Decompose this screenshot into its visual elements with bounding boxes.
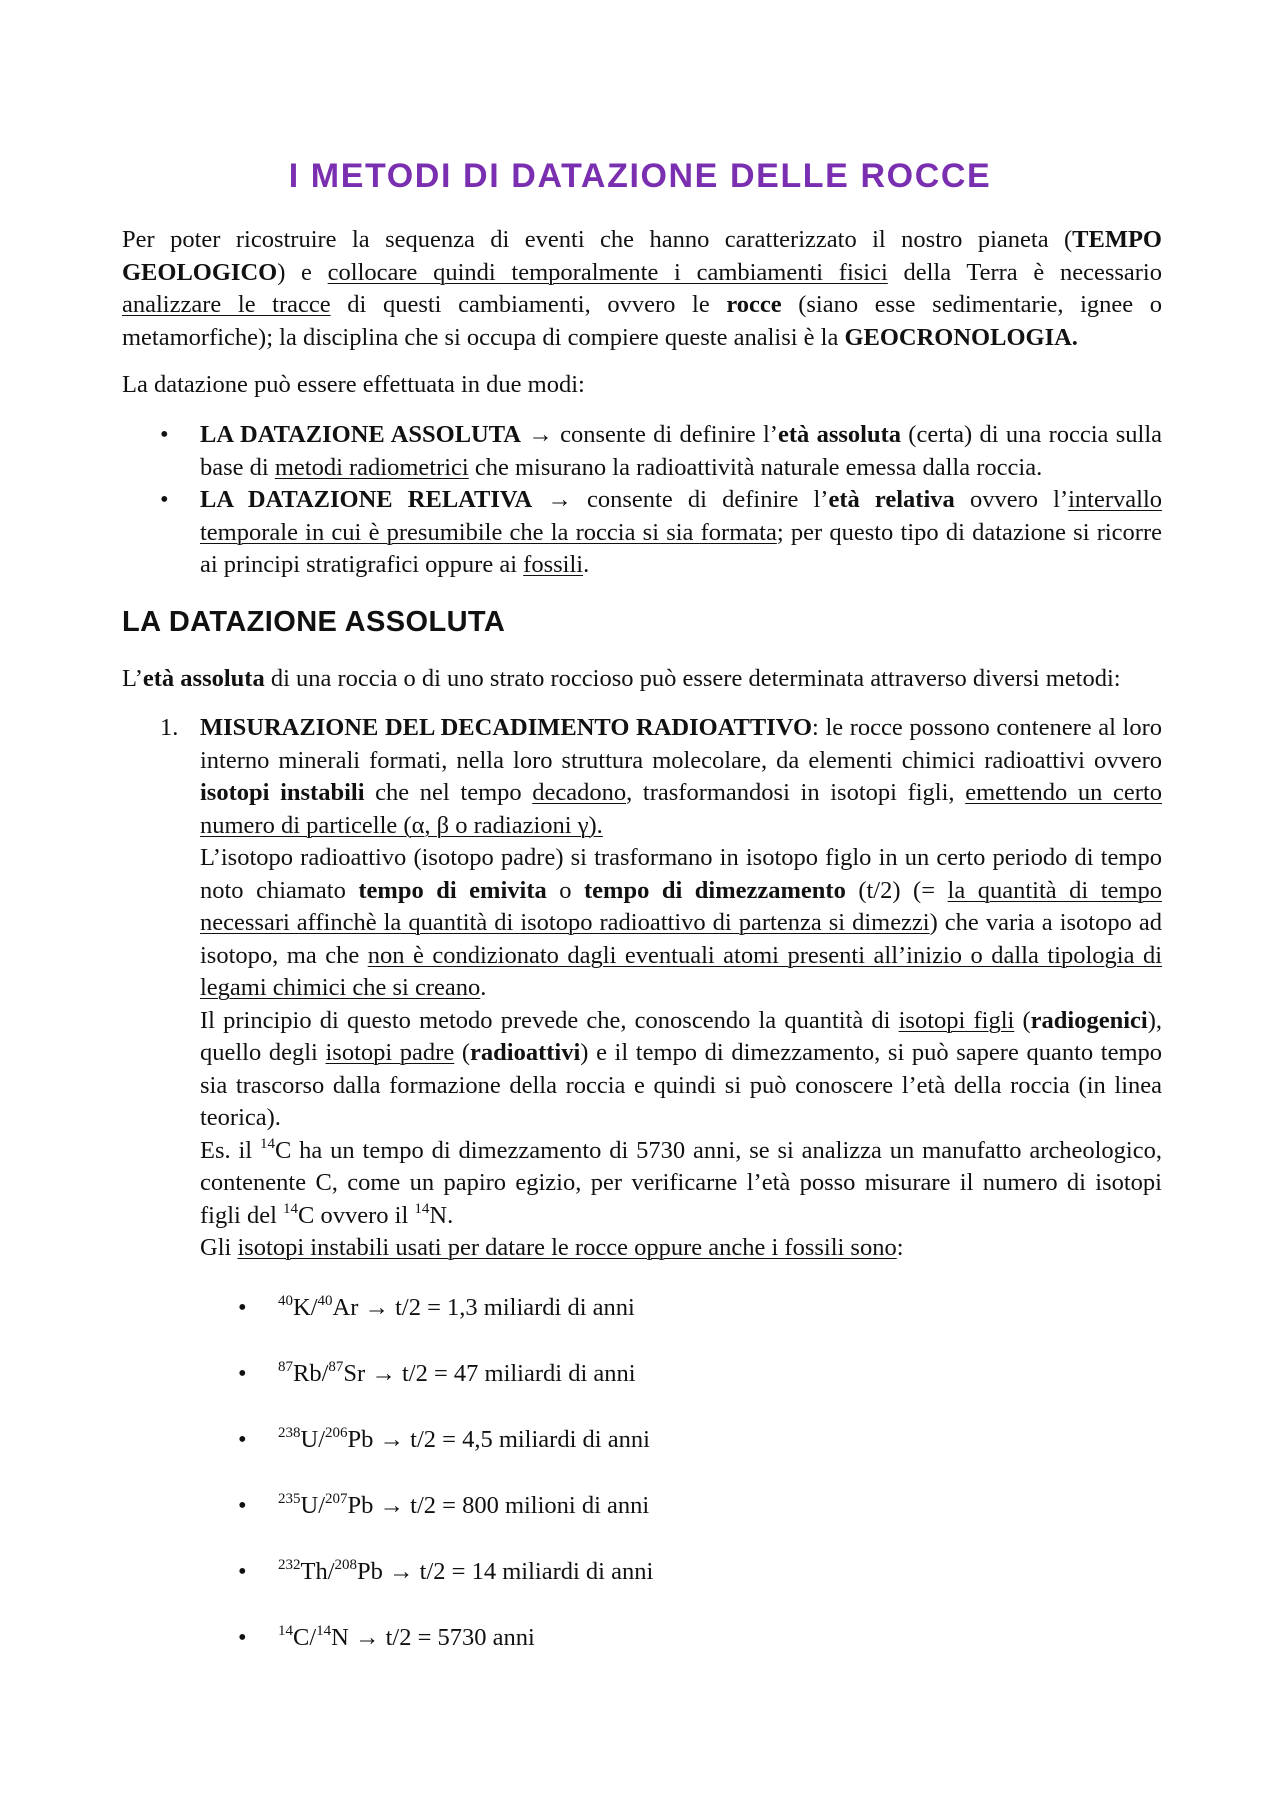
- method-1: [160, 712, 1163, 1265]
- intro-bold-tempo-geologico: TEMPO GEOLOGICO: [122, 226, 1162, 286]
- arrow-icon: →: [379, 1492, 405, 1519]
- mass-number: 14: [414, 1200, 430, 1217]
- section-heading: LA DATAZIONE ASSOLUTA: [122, 606, 506, 638]
- list-number: 1.: [160, 714, 179, 741]
- half-life: t/2 = 4,5 miliardi di anni: [410, 1426, 650, 1453]
- mode-bold: età assoluta: [777, 421, 901, 448]
- arrow-icon: →: [528, 421, 553, 448]
- intro-text: ) e: [277, 258, 328, 286]
- absolute-intro: [122, 663, 1162, 696]
- mass-number: 14: [259, 1135, 275, 1152]
- parent-isotope: U/: [300, 1426, 325, 1453]
- text: :: [896, 1234, 904, 1261]
- underline-text: decadono: [532, 779, 627, 806]
- isotope-item: [238, 1358, 636, 1391]
- bullet: •: [238, 1558, 247, 1585]
- parent-isotope: Rb/: [293, 1360, 329, 1387]
- mode-bold: età relativa: [828, 486, 955, 513]
- text: : le rocce possono contenere al loro interno minerali formati, nella loro struttura molecolare, da elementi chimici radioattivi ovvero: [200, 714, 1162, 774]
- half-life: t/2 = 14 miliardi di anni: [419, 1558, 654, 1585]
- bold-text: radioattivi: [470, 1039, 581, 1066]
- isotope-item: [238, 1490, 650, 1523]
- arrow-icon: →: [547, 486, 572, 513]
- method-1-paragraph-1: [200, 712, 1162, 842]
- mode-underline: intervallo temporale in cui è presumibile che la roccia si sia formata: [200, 486, 1163, 546]
- mode-text: consente di definire l’: [552, 421, 778, 448]
- list-item-absolute-dating: [160, 419, 1163, 484]
- bullet: •: [238, 1360, 247, 1387]
- underline-text: emettendo un certo numero di particelle (α, β o radiazioni γ).: [200, 779, 1163, 839]
- mass-number: 14: [283, 1200, 299, 1217]
- mode-underline: metodi radiometrici: [274, 453, 469, 481]
- text: (t/2) (=: [845, 876, 948, 904]
- isotope-item: [238, 1622, 535, 1655]
- intro-underline: collocare quindi temporalmente i cambiamenti fisici: [327, 258, 888, 286]
- list-item-relative-dating: [160, 484, 1163, 582]
- arrow-icon: →: [371, 1360, 396, 1387]
- mode-text: .: [583, 551, 590, 578]
- mode-text: che misurano la radioattività naturale emessa dalla roccia.: [468, 453, 1043, 481]
- mass-number: 87: [328, 1359, 344, 1375]
- text: , trasformandosi in isotopi figli,: [626, 779, 966, 806]
- text: ) e il tempo di dimezzamento, si può sapere quanto tempo sia trascorso dalla formazione della roccia e quindi si può conoscere l’età della roccia (in linea teorica).: [200, 1039, 1163, 1131]
- half-life: t/2 = 5730 anni: [385, 1624, 535, 1651]
- page-title: I METODI DI DATAZIONE DELLE ROCCE: [288, 157, 992, 195]
- text: L’isotopo radioattivo (isotopo padre) si trasformano in isotopo figlo in un certo periodo di tempo noto chiamato: [200, 844, 1162, 904]
- daughter-isotope: Pb: [357, 1558, 383, 1585]
- daughter-isotope: Pb: [347, 1492, 374, 1519]
- intro-text: (siano esse sedimentarie, ignee o metamorfiche); la disciplina che si occupa di compiere queste analisi è la: [122, 291, 1162, 351]
- mode-name: LA DATAZIONE ASSOLUTA: [200, 421, 521, 448]
- bullet: •: [238, 1624, 247, 1651]
- mass-number: 208: [334, 1557, 358, 1573]
- isotope-item: [238, 1292, 635, 1325]
- mass-number: 235: [278, 1491, 301, 1507]
- mass-number: 87: [278, 1359, 293, 1375]
- intro-text: della Terra è necessario: [887, 258, 1162, 286]
- half-life: t/2 = 47 miliardi di anni: [401, 1360, 636, 1387]
- mode-text: ; per questo tipo di datazione si ricorre ai principi stratigrafici oppure ai: [200, 518, 1162, 578]
- text: di una roccia o di uno strato roccioso può essere determinata attraverso diversi metodi:: [264, 665, 1121, 692]
- text: ), quello degli: [200, 1006, 1162, 1066]
- daughter-isotope: N: [331, 1624, 349, 1651]
- text: N.: [429, 1201, 454, 1229]
- intro-bold-geocronologia: GEOCRONOLOGIA.: [844, 323, 1078, 351]
- half-life: t/2 = 800 milioni di anni: [410, 1492, 650, 1519]
- bold-text: radiogenici: [1030, 1006, 1148, 1034]
- bold-text: età assoluta: [142, 665, 265, 692]
- method-1-paragraph-5: [200, 1232, 1162, 1265]
- mode-text: (certa) di una roccia sulla base di: [200, 421, 1163, 481]
- mode-text: ovvero l’: [954, 486, 1069, 513]
- mode-text: consente di definire l’: [571, 486, 829, 513]
- parent-isotope: Th/: [300, 1558, 335, 1585]
- underline-text: isotopi padre: [325, 1039, 455, 1066]
- daughter-isotope: Sr: [343, 1360, 366, 1387]
- mode-underline: fossili: [523, 551, 584, 578]
- intro-bold-rocce: rocce: [726, 291, 782, 318]
- bullet: •: [238, 1492, 247, 1519]
- intro-text: di questi cambiamenti, ovvero le: [330, 291, 727, 318]
- intro-underline: analizzare le tracce: [122, 291, 331, 318]
- mass-number: 40: [317, 1293, 333, 1309]
- parent-isotope: K/: [293, 1294, 318, 1321]
- mass-number: 232: [278, 1557, 301, 1573]
- text: Gli: [200, 1234, 238, 1261]
- daughter-isotope: Pb: [347, 1426, 374, 1453]
- underline-text: non è condizionato dagli eventuali atomi presenti all’inizio o dalla tipologia di legami chimici che si creano: [200, 941, 1163, 1001]
- mass-number: 40: [278, 1293, 293, 1309]
- text: che nel tempo: [364, 779, 533, 806]
- bold-text: tempo di dimezzamento: [584, 876, 846, 904]
- isotope-item: [238, 1424, 650, 1457]
- modes-intro: La datazione può essere effettuata in due modi:: [122, 371, 585, 398]
- mass-number: 14: [316, 1623, 332, 1639]
- intro-text: Per poter ricostruire la sequenza di eventi che hanno caratterizzato il nostro pianeta (: [122, 226, 1073, 253]
- text: Es. il: [200, 1136, 260, 1164]
- mass-number: 238: [278, 1425, 301, 1441]
- arrow-icon: →: [389, 1558, 414, 1585]
- text: C ovvero il: [298, 1201, 415, 1229]
- parent-isotope: U/: [300, 1492, 325, 1519]
- method-1-paragraph-4: [200, 1135, 1162, 1233]
- underline-text: isotopi figli: [898, 1006, 1015, 1034]
- intro-paragraph: [122, 224, 1162, 354]
- method-title: MISURAZIONE DEL DECADIMENTO RADIOATTIVO: [200, 714, 813, 741]
- bullet: •: [238, 1426, 247, 1453]
- text: L’: [122, 665, 143, 692]
- underline-text: la quantità di tempo necessari affinchè la quantità di isotopo radioattivo di partenza si dimezzi: [200, 876, 1162, 936]
- arrow-icon: →: [364, 1294, 389, 1321]
- isotope-item: [238, 1556, 654, 1589]
- bullet: •: [238, 1294, 247, 1321]
- daughter-isotope: Ar: [332, 1294, 359, 1321]
- mass-number: 207: [325, 1491, 348, 1507]
- parent-isotope: C/: [293, 1624, 317, 1651]
- bold-text: isotopi instabili: [200, 779, 365, 806]
- mass-number: 206: [325, 1425, 348, 1441]
- method-1-paragraph-3: [200, 1005, 1162, 1135]
- bold-text: tempo di emivita: [358, 876, 547, 904]
- text: o: [546, 876, 585, 904]
- arrow-icon: →: [354, 1624, 380, 1651]
- text: C ha un tempo di dimezzamento di 5730 anni, se si analizza un manufatto archeologico, contenente C, come un papiro egizio, per verificarne l’età posso misurare il numero di isotopi figli del: [200, 1136, 1162, 1229]
- bullet: •: [160, 486, 169, 513]
- bullet: •: [160, 421, 169, 448]
- text: ) che varia a isotopo ad isotopo, ma che: [200, 909, 1162, 969]
- mode-name: LA DATAZIONE RELATIVA: [200, 486, 533, 513]
- text: .: [480, 974, 487, 1001]
- method-1-paragraph-2: [200, 842, 1162, 1005]
- mass-number: 14: [278, 1623, 293, 1639]
- text: Il principio di questo metodo prevede che, conoscendo la quantità di: [200, 1006, 899, 1034]
- underline-text: isotopi instabili usati per datare le rocce oppure anche i fossili sono: [237, 1234, 897, 1261]
- text: (: [454, 1039, 471, 1066]
- arrow-icon: →: [379, 1426, 405, 1453]
- text: (: [1014, 1006, 1031, 1034]
- half-life: t/2 = 1,3 miliardi di anni: [395, 1294, 635, 1321]
